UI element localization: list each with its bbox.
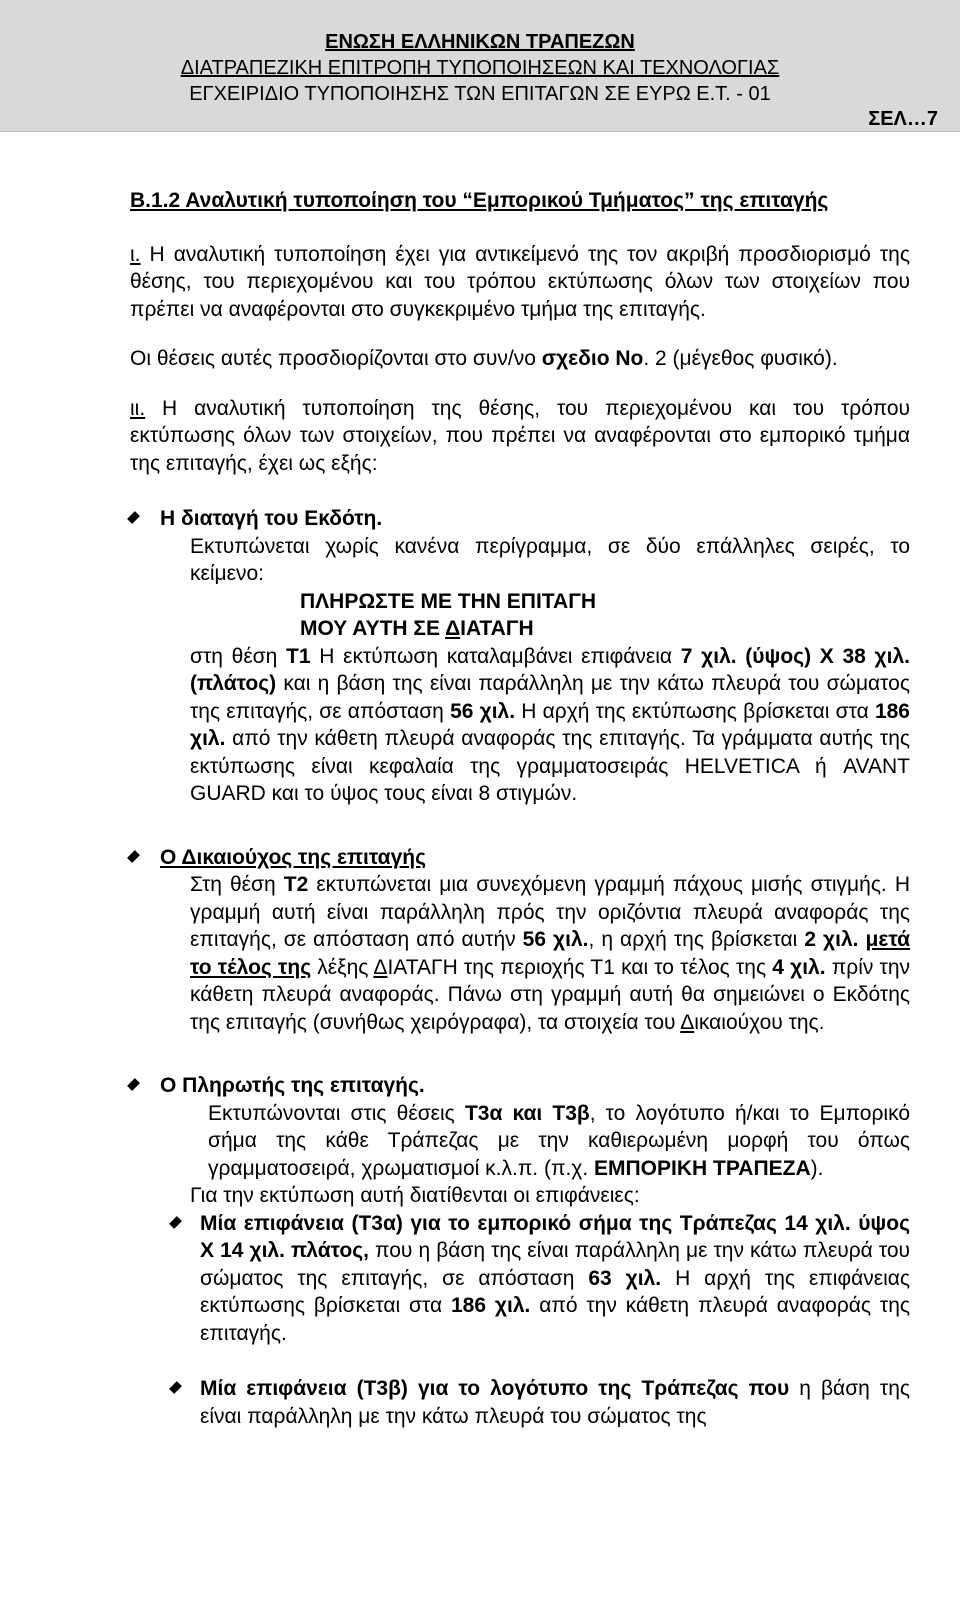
text-run: Ο — [160, 845, 182, 869]
text-run: Η αρχή της επιφάνειας εκτύπωσης βρίσκεται στα — [200, 1266, 911, 1317]
diamond-bullet-icon — [127, 850, 140, 863]
text-run: , το λογότυπο ή/και το Εμπορικό σήμα της κάθε Τράπεζας με την καθιερωμένη μορφή του όπως γραμματοσειρά, χρωματισμοί κ.λ.π. (π.χ. — [208, 1101, 910, 1180]
text-run-bold: 2 χιλ. — [804, 928, 859, 951]
document-header — [0, 0, 960, 132]
subbullet-text — [200, 1210, 910, 1348]
text-run: ΙΑΤΑΓΗ της περιοχής Τ1 και το τέλος της — [387, 955, 773, 979]
subbullet-text — [200, 1375, 910, 1430]
paragraph-text: Η αναλυτική τυποποίηση της θέσης, του περιεχομένου και του τρόπου εκτύπωσης όλων των στοιχείων, που πρέπει να αναφέρονται στο εμπορικό τμήμα της επιταγής, έχει ως εξής: — [130, 396, 910, 475]
text-run: από την κάθετη πλευρά αναφοράς της επιταγής. — [200, 1294, 910, 1345]
text-run: εκτυπώνεται μια συνεχόμενη γραμμή πάχους μισής στιγμής. Η γραμμή αυτή είναι παράλληλη πρός την οριζόντια πλευρά αναφοράς της επιταγής, σε απόσταση από αυτήν — [190, 873, 910, 951]
text-run-bold: Τ3α και Τ3β — [464, 1101, 590, 1125]
text-run: Δ — [373, 955, 388, 979]
diamond-bullet-icon — [127, 1078, 140, 1091]
section-title: Β.1.2 Αναλυτική τυποποίηση του “Εμπορικού Τμήματος” της επιταγής — [130, 189, 829, 212]
text-run: , η αρχή της βρίσκεται — [588, 928, 805, 951]
text-run-bold: 186 χιλ. — [190, 699, 910, 750]
text-run: η βάση της είναι παράλληλη με την κάτω πλευρά του σώματος της — [200, 1377, 911, 1428]
bullet-beneficiary — [130, 844, 910, 1037]
text-run: Οι θέσεις αυτές προσδιορίζονται στο συν/νο — [130, 347, 542, 370]
text-run-bold: Μία επιφάνεια (Τ3β) για το λογότυπο της Τράπεζας που — [200, 1377, 790, 1400]
paragraph-i — [130, 241, 910, 324]
paragraph-marker: ιι. — [130, 396, 146, 420]
text-run: Δ — [680, 1010, 695, 1034]
text-run: και η βάση της είναι παράλληλη με την κάτω πλευρά του σώματος της επιταγής, σε απόσταση — [190, 672, 910, 723]
text-run-bold: Τ1 — [286, 644, 311, 668]
text-run-bold: Τ2 — [283, 873, 309, 896]
text-run: Η αρχή της εκτύπωσης βρίσκεται στα — [515, 699, 875, 723]
diamond-bullet-icon — [169, 1216, 182, 1229]
text-run: που η βάση της είναι παράλληλη με την κάτω πλευρά του σώματος της επιταγής, σε απόσταση — [200, 1239, 911, 1290]
bullet-payer — [130, 1072, 910, 1430]
text-run: Στη θέση — [190, 873, 284, 896]
bullet-issuer-order — [130, 505, 910, 808]
subbullet-surface-t3a — [130, 1210, 910, 1348]
bullet-body — [160, 643, 910, 808]
text-run: στη θέση — [190, 644, 287, 668]
header-committee: ΔΙΑΤΡΑΠΕΖΙΚΗ ΕΠΙΤΡΟΠΗ ΤΥΠΟΠΟΙΗΣΕΩΝ ΚΑΙ ΤΕΧΝΟΛΟΓΙΑΣ — [180, 57, 780, 79]
paragraph-ii — [130, 395, 910, 478]
header-organization: ΕΝΩΣΗ ΕΛΛΗΝΙΚΩΝ ΤΡΑΠΕΖΩΝ — [325, 31, 635, 53]
bullet-title: Η διαταγή του Εκδότη. — [160, 507, 383, 530]
bullet-intro: Εκτυπώνεται χωρίς κανένα περίγραμμα, σε δύο επάλληλες σειρές, το κείμενο: — [190, 534, 910, 585]
text-run-bold: 4 χιλ. — [772, 955, 826, 979]
diamond-bullet-icon — [169, 1381, 182, 1394]
text-run-bold: Μία επιφάνεια (Τ3α) για το εμπορικό σήμα της Τράπεζας 14 χιλ. ύψος Χ 14 χιλ. πλάτος, — [200, 1211, 910, 1262]
bullet-title — [160, 844, 910, 872]
text-run: λέξης — [311, 955, 374, 979]
text-run: ΙΑΤΑΓΗ — [460, 617, 534, 640]
text-run-bold: 63 χιλ. — [588, 1266, 662, 1290]
text-run: Εκτυπώνονται στις θέσεις — [208, 1101, 465, 1125]
text-run: Η εκτύπωση καταλαμβάνει επιφάνεια — [310, 644, 681, 668]
text-run: ικαιούχου της. — [694, 1010, 825, 1034]
text-run: Δ — [445, 617, 461, 640]
text-run-bold: ΕΜΠΟΡΙΚΗ ΤΡΑΠΕΖΑ — [594, 1156, 811, 1180]
document-body — [130, 187, 910, 1430]
text-run-bold: σχεδιο Νο — [541, 347, 644, 370]
bullet-title: Ο Πληρωτής της επιταγής. — [160, 1074, 425, 1097]
text-run: πρίν την κάθετη πλευρά αναφοράς. Πάνω στη γραμμή αυτή θα σημειώνει ο Εκδότης της επιταγής (συνήθως χειρόγραφα), τα στοιχεία του — [190, 955, 911, 1034]
text-run-bold: μετά το τέλος της — [190, 928, 911, 979]
diamond-bullet-icon — [127, 511, 140, 524]
bullet-body — [160, 871, 910, 1036]
surfaces-intro: Για την εκτύπωση αυτή διατίθενται οι επιφάνειες: — [190, 1184, 640, 1207]
text-run: ικαιούχος της επιταγής — [196, 845, 426, 869]
text-run: ΜΟΥ ΑΥΤΗ ΣΕ — [300, 617, 446, 640]
text-run: ). — [810, 1156, 824, 1180]
text-run: Δ — [181, 845, 197, 869]
paragraph-text: Η αναλυτική τυποποίηση έχει για αντικείμενό της τον ακριβή προσδιορισμό της θέσης, του περιεχομένου και του τρόπου εκτύπωσης όλων των στοιχείων που πρέπει να αναφέρονται στο συγκεκριμένο τμήμα της επιταγής. — [130, 242, 910, 321]
paragraph-positions — [130, 345, 910, 373]
order-text-line-2 — [160, 615, 910, 643]
text-run-bold: 56 χιλ. — [450, 699, 516, 723]
page-number: ΣΕΛ…7 — [868, 108, 938, 130]
paragraph-marker: ι. — [130, 242, 141, 266]
subbullet-surface-t3b — [130, 1375, 910, 1430]
order-text-line-1: ΠΛΗΡΩΣΤΕ ΜΕ ΤΗΝ ΕΠΙΤΑΓΗ — [300, 589, 597, 613]
text-run-bold: 7 χιλ. (ύψος) Χ 38 χιλ. (πλάτος) — [190, 644, 910, 695]
text-run: από την κάθετη πλευρά αναφοράς της επιταγής. Τα γράμματα αυτής της εκτύπωσης είναι κεφαλαία της γραμματοσειράς HELVETICA ή AVANT GUARD και το ύψος τους είναι 8 στιγμών. — [190, 727, 910, 805]
text-run — [858, 928, 865, 951]
text-run-bold: 186 χιλ. — [451, 1294, 531, 1317]
text-run-bold: 56 χιλ. — [522, 928, 589, 951]
header-manual-title: ΕΓΧΕΙΡΙΔΙΟ ΤΥΠΟΠΟΙΗΣΗΣ ΤΩΝ ΕΠΙΤΑΓΩΝ ΣΕ ΕΥΡΩ Ε.Τ. - 01 — [189, 83, 771, 105]
text-run: . 2 (μέγεθος φυσικό). — [643, 347, 838, 370]
bullet-body — [160, 1100, 910, 1183]
